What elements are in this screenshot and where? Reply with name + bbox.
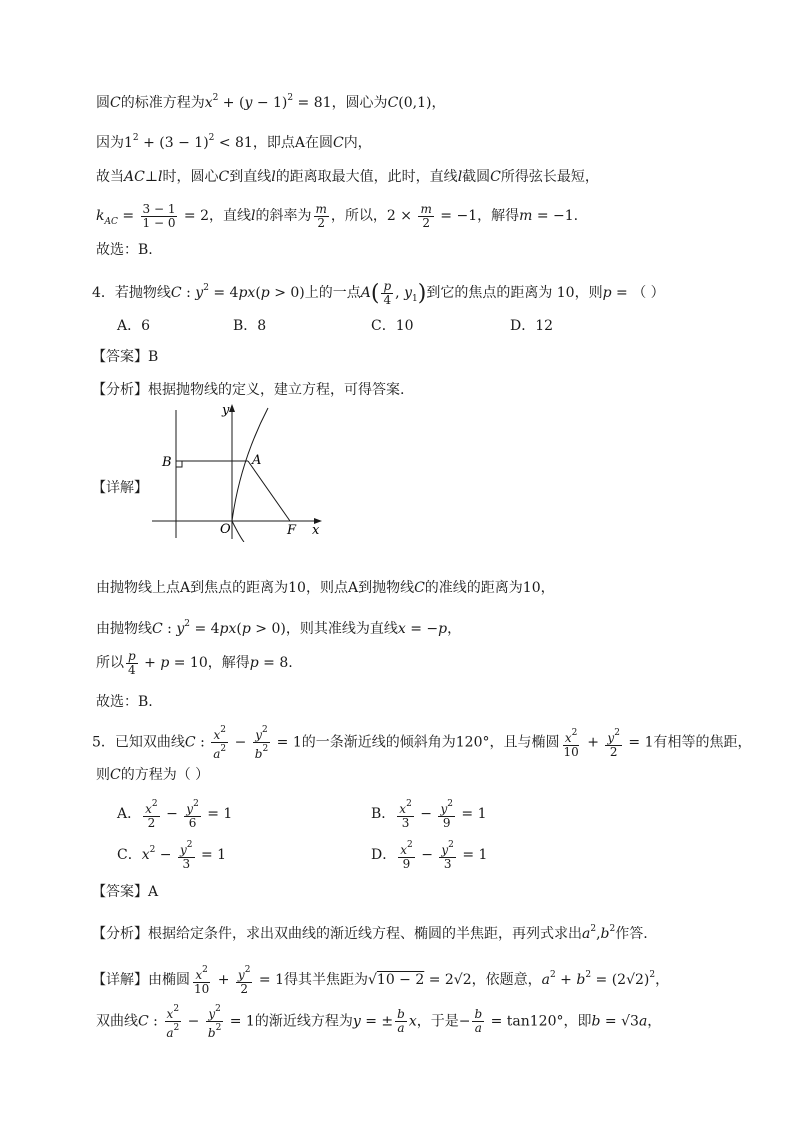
text: 因为 bbox=[96, 135, 124, 151]
text: 到它的焦点的距离为 10，则 bbox=[426, 285, 603, 301]
text: 5．已知双曲线 bbox=[92, 734, 185, 751]
answer-value: B bbox=[148, 349, 159, 365]
option-c: C．10 bbox=[371, 318, 414, 334]
text: 所得弦长最短， bbox=[500, 169, 599, 185]
text: ，即点A在圆 bbox=[252, 135, 333, 151]
text: 到直线 bbox=[229, 169, 272, 185]
detail-5-line-2: 双曲线C : $\frac{x^2}{a^2}$ − $\frac{y^2}{b^2}$ = 1的渐近线方程为y = ± $\frac{b}{a}$ x，于是− $\frac{b}{a}$ = tan120°，即b = √3a， bbox=[96, 1004, 662, 1040]
text: ， bbox=[655, 972, 670, 988]
analysis-text: 根据给定条件，求出双曲线的渐近线方程、椭圆的半焦距，再列式求出 bbox=[148, 926, 582, 942]
analysis-text: 作答. bbox=[615, 926, 648, 942]
text: 内， bbox=[343, 135, 372, 151]
answer-choice-line: 故选：B. bbox=[96, 694, 153, 710]
detail-tag: 【详解】 bbox=[92, 480, 148, 496]
label-x: x bbox=[312, 523, 320, 538]
text: 的斜率为 bbox=[255, 208, 312, 224]
analysis-4 bbox=[92, 380, 404, 400]
text: 有相等的焦距， bbox=[653, 734, 752, 751]
question-5-cont: 则C的方程为（ ） bbox=[96, 767, 210, 783]
label-b: B bbox=[162, 455, 172, 470]
text: ，则其准线为直线 bbox=[285, 621, 398, 637]
answer-value: A bbox=[148, 884, 159, 900]
text: 的准线的距离为 bbox=[424, 580, 523, 596]
text: 所以 bbox=[96, 655, 124, 671]
text: 故当 bbox=[96, 169, 124, 185]
text: 的渐近线方程为 bbox=[254, 1013, 353, 1030]
text: 截圆 bbox=[462, 169, 491, 185]
text: 上的一点 bbox=[304, 285, 361, 301]
text: ， bbox=[647, 1013, 662, 1030]
analysis-5: 【分析】根据给定条件，求出双曲线的渐近线方程、椭圆的半焦距，再列式求出$a^2,b^2$作答. bbox=[92, 924, 648, 942]
text: ，依题意， bbox=[471, 972, 542, 988]
answer-4 bbox=[92, 347, 158, 367]
analysis-text: 根据抛物线的定义，建立方程，可得答案. bbox=[148, 382, 405, 398]
option-b: B．8 bbox=[233, 318, 267, 334]
text: ， bbox=[431, 95, 446, 111]
text: ， bbox=[447, 621, 462, 637]
answer-tag: 【答案】 bbox=[92, 349, 148, 365]
text: ，于是 bbox=[416, 1013, 459, 1030]
text: 的一条渐近线的倾斜角为 bbox=[301, 734, 456, 751]
text: 由抛物线上点A到焦点的距离为 bbox=[96, 580, 289, 596]
label-o: O bbox=[220, 522, 231, 537]
text: ，即 bbox=[563, 1013, 592, 1030]
text: ，直线 bbox=[209, 208, 252, 224]
analysis-tag: 【分析】 bbox=[92, 926, 148, 942]
question-5: 5．已知双曲线C : $\frac{x^2}{a^2}$ − $\frac{y^2}{b^2}$ = 1的一条渐近线的倾斜角为120°，且与椭圆 $\frac{x^2}{10}$ + $\frac{y^2}{2}$ = 1有相等的焦距， bbox=[92, 725, 752, 761]
label-a: A bbox=[252, 453, 262, 468]
text: 的距离取最大值，此时，直线 bbox=[275, 169, 458, 185]
option-a: A． $\frac{x^2}{2}$ − $\frac{y^2}{6}$ = 1 bbox=[117, 799, 233, 830]
text-line-4: $k_{AC}$ = $\frac{3 - 1}{1 - 0}$ = 2，直线l的斜率为 $\frac{m}{2}$ ，所以，2 × $\frac{m}{2}$ = −1，解得m = −1. bbox=[96, 201, 579, 230]
answer-tag: 【答案】 bbox=[92, 884, 148, 900]
text: 时，圆心 bbox=[162, 169, 219, 185]
text: 则 bbox=[96, 767, 110, 783]
text-line-2: 因为$1^2 + (3 - 1)^2 < 81$，即点A在圆C内， bbox=[96, 133, 372, 151]
text: 4．若抛物线 bbox=[92, 285, 171, 301]
text-line-3: 故当AC⊥l时，圆心C到直线l的距离取最大值，此时，直线l截圆C所得弦长最短， bbox=[96, 169, 599, 185]
text: 的标准方程为 bbox=[120, 95, 205, 111]
text: ，所以， bbox=[330, 208, 387, 224]
answer-choice-line: 故选：B. bbox=[96, 242, 153, 258]
text: ， bbox=[540, 580, 555, 596]
text: 由椭圆 bbox=[148, 972, 190, 988]
detail-4-line-2: 由抛物线C : $y^2 = 4px(p > 0)$，则其准线为直线x = −p， bbox=[96, 619, 462, 637]
text-line-1: 圆C的标准方程为$x^2 + (y - 1)^2 = 81$，圆心为C(0,1)， bbox=[96, 93, 446, 111]
text: ，解得 bbox=[207, 655, 250, 671]
label-f: F bbox=[287, 523, 297, 538]
detail-5-line-1: 【详解】由椭圆 $\frac{x^2}{10}$ + $\frac{y^2}{2}$ = 1得其半焦距为√10 − 2 = 2√2，依题意，$a^2 + b^2 = (2√2)^2$， bbox=[92, 965, 670, 996]
option-c: C．$x^2$ − $\frac{y^2}{3}$ = 1 bbox=[117, 840, 227, 871]
text: （ ） bbox=[632, 285, 665, 301]
text: ，且与椭圆 bbox=[489, 734, 560, 751]
parabola-figure bbox=[148, 402, 328, 542]
question-4: 4．若抛物线C : $y^2 = 4px(p > 0)$上的一点A( $\frac{p}{4}$ , $y_1$)到它的焦点的距离为 10，则p = （ ） bbox=[92, 278, 665, 307]
text: . bbox=[288, 655, 293, 671]
text: 得其半焦距为 bbox=[283, 972, 368, 988]
option-b: B． $\frac{x^2}{3}$ − $\frac{y^2}{9}$ = 1 bbox=[371, 799, 487, 830]
option-a: A．6 bbox=[117, 318, 151, 334]
text: 双曲线 bbox=[96, 1013, 138, 1030]
detail-4-line-3: 所以 $\frac{p}{4}$ + p = 10，解得p = 8. bbox=[96, 648, 293, 677]
text: ，解得 bbox=[477, 208, 520, 224]
text: ，圆心为 bbox=[331, 95, 388, 111]
text: 由抛物线 bbox=[96, 621, 152, 637]
option-d: D． $\frac{x^2}{9}$ − $\frac{y^2}{3}$ = 1 bbox=[371, 840, 488, 871]
answer-5 bbox=[92, 882, 158, 902]
detail-4-line-1: 由抛物线上点A到焦点的距离为10，则点A到抛物线C的准线的距离为10， bbox=[96, 580, 555, 596]
analysis-tag: 【分析】 bbox=[92, 382, 148, 398]
detail-tag: 【详解】 bbox=[92, 972, 148, 988]
text: 圆 bbox=[96, 95, 110, 111]
option-d: D．12 bbox=[510, 318, 554, 334]
text: 的方程为（ ） bbox=[120, 767, 210, 783]
text: ，则点A到抛物线 bbox=[305, 580, 415, 596]
label-y: y bbox=[222, 403, 230, 418]
